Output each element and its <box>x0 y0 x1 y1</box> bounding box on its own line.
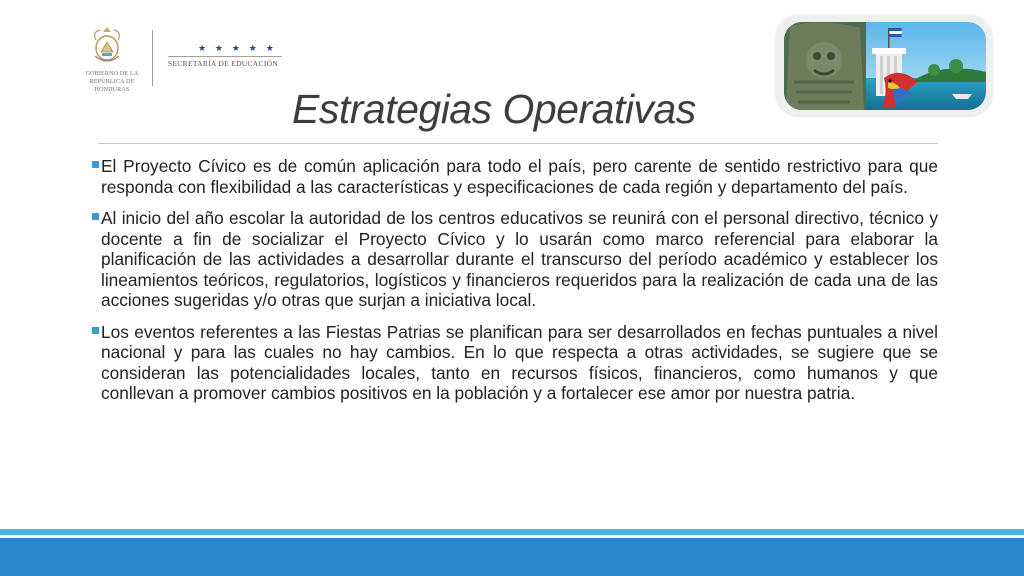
secretaria-line <box>168 56 282 57</box>
page-title: Estrategias Operativas <box>292 86 696 132</box>
footer-accent-line <box>0 529 1024 535</box>
government-logo-text <box>72 70 152 94</box>
secretaria-text: SECRETARÍA DE EDUCACIÓN <box>168 59 279 68</box>
gov-logo-line2: REPÚBLICA DE HONDURAS <box>89 79 135 93</box>
gov-logo-line1: GOBIERNO DE LA <box>85 71 139 77</box>
coat-of-arms-icon <box>90 26 124 66</box>
bullet-square-icon <box>92 161 99 168</box>
list-item <box>88 322 938 404</box>
bullet-square-icon <box>92 327 99 334</box>
landmarks-photo <box>784 22 986 110</box>
footer-bar <box>0 538 1024 576</box>
bullet-text: Los eventos referentes a las Fiestas Patrias se planifican para ser desarrollados en fechas puntuales a nivel nacional y para las cuales no hay cambios. En lo que respecta a otras actividades, se sugiere que se consideran las potencialidades locales, tanto en recursos físicos, financieros, como humanos y que conllevan a promover cambios positivos en la población y a fortalecer ese amor por nuestra patria. <box>101 321 938 403</box>
list-item <box>88 156 938 197</box>
list-item <box>88 208 938 311</box>
government-logo <box>72 26 152 93</box>
bullet-square-icon <box>92 213 99 220</box>
logo-divider <box>152 30 153 86</box>
title-divider <box>98 143 938 144</box>
bullet-text: Al inicio del año escolar la autoridad de los centros educativos se reunirá con el personal directivo, técnico y docente a fin de socializar el Proyecto Cívico y lo usarán como marco referencial para elaborar la planificación de las actividades a desarrollar durante el transcurso del período académico y establecer los lineamientos teóricos, regulatorios, logísticos y financieros requeridos para la realización de cada una de las acciones sugeridas y/o otras que surjan a iniciativa local. <box>101 208 938 310</box>
secretaria-logo <box>168 44 288 74</box>
landmarks-collage-icon <box>784 22 986 110</box>
secretaria-stars: ★ ★ ★ ★ ★ <box>198 44 277 54</box>
bullet-text: El Proyecto Cívico es de común aplicación para todo el país, pero carente de sentido restrictivo para que responda con flexibilidad a las características y especificaciones de cada región y departamento del país. <box>101 156 938 197</box>
bullet-list <box>88 156 938 415</box>
